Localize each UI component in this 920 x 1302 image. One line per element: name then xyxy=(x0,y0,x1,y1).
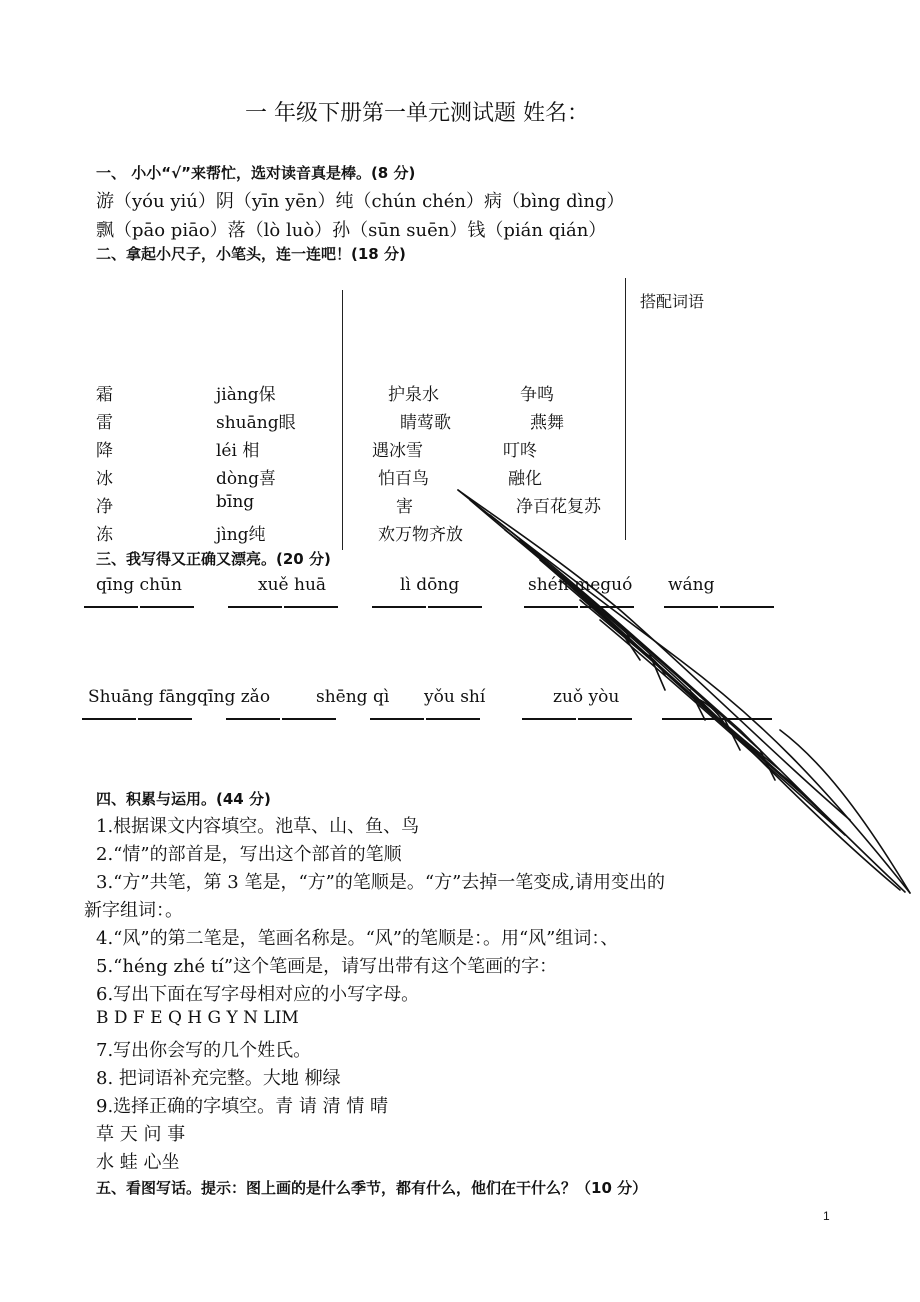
pinyin-prompt: wáng xyxy=(668,575,715,595)
match-word: 净百花复苏 xyxy=(516,497,601,517)
match-char: 冻 xyxy=(96,525,113,545)
question-line: 水 蛙 心坐 xyxy=(96,1152,180,1173)
question-line: 1.根据课文内容填空。池草、山、鱼、鸟 xyxy=(96,816,420,837)
match-words-label: 搭配词语 xyxy=(640,294,705,311)
writing-blank[interactable] xyxy=(718,718,772,720)
pinyin-prompt: xuě huā xyxy=(258,575,327,595)
section-4-heading: 四、积累与运用。(44 分) xyxy=(96,790,271,808)
match-word: 燕舞 xyxy=(530,413,564,433)
writing-blank[interactable] xyxy=(426,718,480,720)
match-char: 冰 xyxy=(96,469,113,489)
writing-blank[interactable] xyxy=(664,606,718,608)
pinyin-prompt: shén meguó xyxy=(528,575,633,595)
writing-blank[interactable] xyxy=(372,606,426,608)
match-word: 护泉水 xyxy=(388,385,439,405)
page-number: 1 xyxy=(823,1209,830,1223)
match-word: 欢万物齐放 xyxy=(378,525,463,545)
match-pinyin: jiàng保 xyxy=(216,385,276,405)
match-word: 睛莺歌 xyxy=(400,413,451,433)
question-line: 8. 把词语补充完整。大地 柳绿 xyxy=(96,1068,341,1089)
pinyin-prompt: yǒu shí xyxy=(424,687,486,707)
writing-blank[interactable] xyxy=(580,606,634,608)
writing-blank[interactable] xyxy=(82,718,136,720)
writing-blank[interactable] xyxy=(284,606,338,608)
section-1-heading: 一、 小小“√”来帮忙，选对读音真是棒。(8 分) xyxy=(96,164,416,182)
match-pinyin: bīng xyxy=(216,492,255,512)
pinyin-prompt: lì dōng xyxy=(400,575,460,595)
section-3-heading: 三、我写得又正确又漂亮。(20 分) xyxy=(96,550,331,568)
writing-blank[interactable] xyxy=(282,718,336,720)
match-word: 争鸣 xyxy=(520,385,554,405)
section-5-heading: 五、看图写话。提示：图上画的是什么季节，都有什么，他们在干什么？（10 分） xyxy=(96,1179,648,1197)
writing-blank[interactable] xyxy=(140,606,194,608)
match-word: 怕百鸟 xyxy=(378,469,429,489)
section-2-heading: 二、拿起小尺子，小笔头，连一连吧！(18 分) xyxy=(96,245,406,263)
pinyin-prompt: zuǒ yòu xyxy=(553,687,620,707)
writing-blank[interactable] xyxy=(138,718,192,720)
writing-blank[interactable] xyxy=(228,606,282,608)
writing-blank[interactable] xyxy=(662,718,716,720)
question-line: 4.“风”的第二笔是，笔画名称是。“风”的笔顺是：。用“风”组词：、 xyxy=(96,928,619,949)
question-line: 9.选择正确的字填空。青 请 清 情 晴 xyxy=(96,1096,389,1117)
page-title: 一 年级下册第一单元测试题 姓名： xyxy=(245,101,589,126)
writing-blank[interactable] xyxy=(370,718,424,720)
divider-line xyxy=(342,290,343,550)
question-line: 2.“情”的部首是，写出这个部首的笔顺 xyxy=(96,844,402,865)
match-word: 害 xyxy=(396,497,413,517)
match-word: 叮咚 xyxy=(503,441,537,461)
writing-blank[interactable] xyxy=(720,606,774,608)
match-char: 霜 xyxy=(96,385,113,405)
pinyin-prompt: Shuāng fāngqīng zǎo xyxy=(88,687,271,707)
match-pinyin: jìng纯 xyxy=(216,525,266,545)
divider-line xyxy=(625,278,626,540)
match-char: 雷 xyxy=(96,413,113,433)
writing-blank[interactable] xyxy=(226,718,280,720)
writing-blank[interactable] xyxy=(428,606,482,608)
writing-blank[interactable] xyxy=(522,718,576,720)
pinyin-prompt: qīng chūn xyxy=(96,575,182,595)
match-word: 遇冰雪 xyxy=(372,441,423,461)
match-word: 融化 xyxy=(508,469,542,489)
question-line: 6.写出下面在写字母相对应的小写字母。 xyxy=(96,984,420,1005)
question-line: 3.“方”共笔，第 3 笔是，“方”的笔顺是。“方”去掉一笔变成,请用变出的 xyxy=(96,872,666,893)
question-line: 草 天 问 事 xyxy=(96,1124,186,1145)
section-1-row-2: 飘（pāo piāo）落（lò luò）孙（sūn suēn）钱（pián qián） xyxy=(96,220,607,241)
match-pinyin: léi 相 xyxy=(216,441,260,461)
writing-blank[interactable] xyxy=(578,718,632,720)
section-1-row-1: 游（yóu yiú）阴（yīn yēn）纯（chún chén）病（bìng dìng） xyxy=(96,191,625,212)
match-pinyin: dòng喜 xyxy=(216,469,276,489)
match-pinyin: shuāng眼 xyxy=(216,413,296,433)
match-char: 净 xyxy=(96,497,113,517)
question-line: 7.写出你会写的几个姓氏。 xyxy=(96,1040,312,1061)
question-line: 5.“héng zhé tí”这个笔画是，请写出带有这个笔画的字： xyxy=(96,956,558,977)
writing-blank[interactable] xyxy=(84,606,138,608)
question-line: 新字组词：。 xyxy=(84,900,183,921)
pinyin-prompt: shēng qì xyxy=(316,687,390,707)
match-char: 降 xyxy=(96,441,113,461)
writing-blank[interactable] xyxy=(524,606,578,608)
letter-list: B D F E Q H G Y N LIM xyxy=(96,1008,299,1028)
